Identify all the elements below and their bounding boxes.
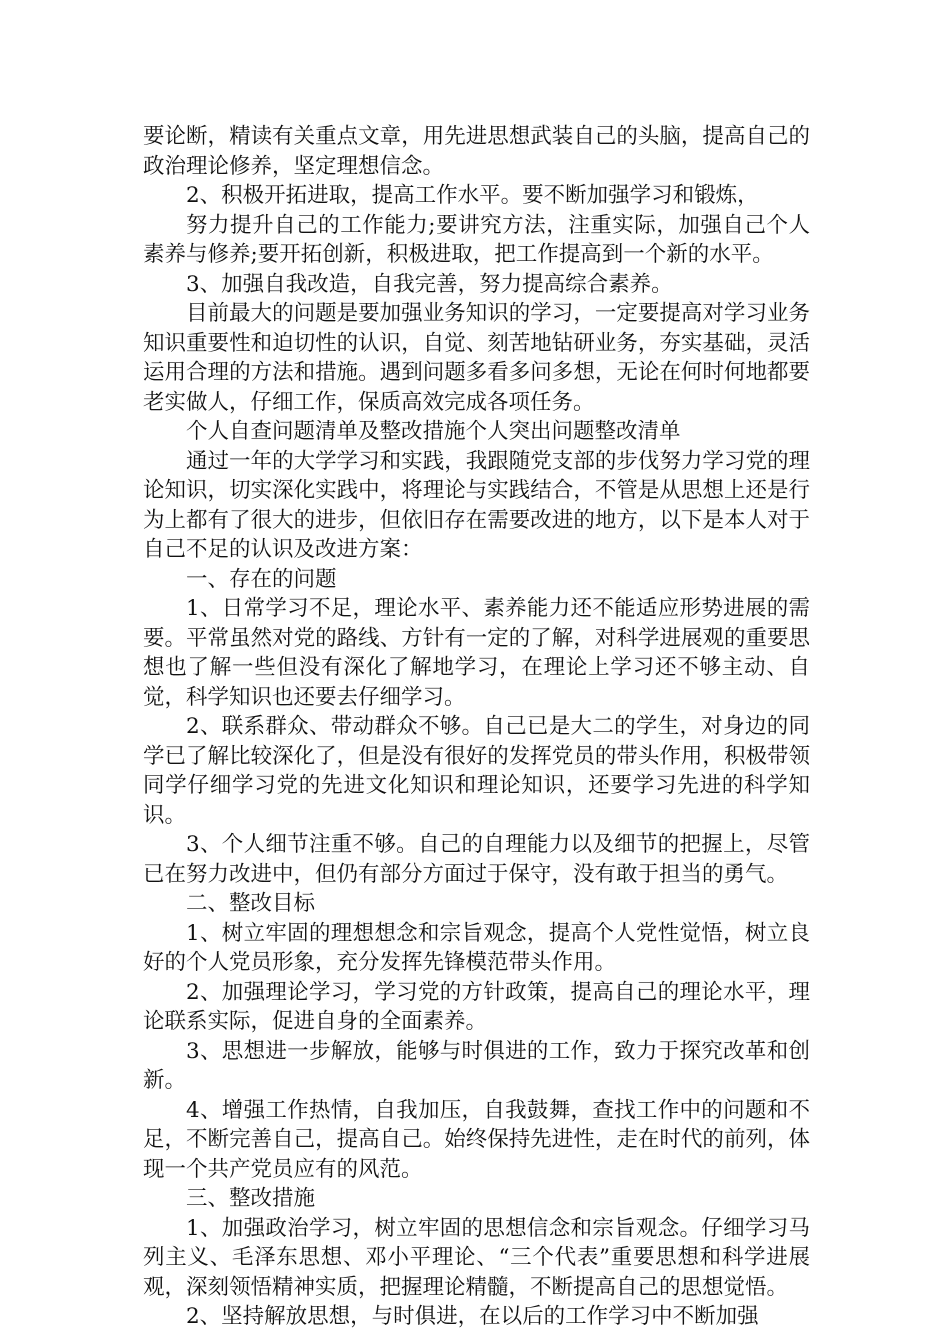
paragraph: 3、加强自我改造，自我完善，努力提高综合素养。 [186, 271, 673, 297]
paragraph: 2、积极开拓进取，提高工作水平。要不断加强学习和锻炼， [186, 183, 759, 208]
paragraph: 1、日常学习不足，理论水平、素养能力还不能适应形势进展的需要。平常虽然对党的路线、方针有一定的了解，对科学进展观的重要思想也了解一些但没有深化了解地学习，在理论上学习还不够主动、自觉，科学知识也还要去仔细学习。 [143, 596, 810, 710]
paragraph: 2、加强理论学习，学习党的方针政策，提高自己的理论水平，理论联系实际，促进自身的全面素养。 [143, 979, 810, 1034]
section-title: 个人自查问题清单及整改措施个人突出问题整改清单 [186, 419, 681, 444]
paragraph: 3、思想进一步解放，能够与时俱进的工作，致力于探究改革和创新。 [143, 1038, 810, 1093]
paragraph: 3、个人细节注重不够。自己的自理能力以及细节的把握上，尽管已在努力改进中，但仍有部分方面过于保守，没有敢于担当的勇气。 [143, 832, 810, 887]
paragraph: 2、坚持解放思想，与时俱进，在以后的工作学习中不断加强 [186, 1304, 759, 1329]
section-heading: 三、整改措施 [186, 1186, 316, 1211]
paragraph: 目前最大的问题是要加强业务知识的学习，一定要提高对学习业务知识重要性和迫切性的认识，自觉、刻苦地钻研业务，夯实基础，灵活运用合理的方法和措施。遇到问题多看多问多想，无论在何时何地都要老实做人，仔细工作，保质高效完成各项任务。 [143, 301, 810, 415]
section-heading: 二、整改目标 [186, 891, 316, 916]
section-heading: 一、存在的问题 [186, 566, 337, 592]
paragraph: 要论断，精读有关重点文章，用先进思想武装自己的头脑，提高自己的政治理论修养，坚定理想信念。 [143, 124, 810, 179]
paragraph: 1、加强政治学习，树立牢固的思想信念和宗旨观念。仔细学习马列主义、毛泽东思想、邓小平理论、“三个代表”重要思想和科学进展观，深刻领悟精神实质，把握理论精髓，不断提高自己的思想觉悟。 [143, 1215, 810, 1300]
paragraph: 4、增强工作热情，自我加压，自我鼓舞，查找工作中的问题和不足，不断完善自己，提高自己。始终保持先进性，走在时代的前列，体现一个共产党员应有的风范。 [143, 1097, 810, 1182]
paragraph: 努力提升自己的工作能力;要讲究方法，注重实际，加强自己个人素养与修养;要开拓创新，积极进取，把工作提高到一个新的水平。 [143, 212, 810, 267]
paragraph: 通过一年的大学学习和实践，我跟随党支部的步伐努力学习党的理论知识，切实深化实践中，将理论与实践结合，不管是从思想上还是行为上都有了很大的进步，但依旧存在需要改进的地方，以下是本人对于自己不足的认识及改进方案： [143, 448, 810, 562]
paragraph: 1、树立牢固的理想想念和宗旨观念，提高个人党性觉悟，树立良好的个人党员形象，充分发挥先锋模范带头作用。 [143, 920, 810, 975]
paragraph: 2、联系群众、带动群众不够。自己已是大二的学生，对身边的同学已了解比较深化了，但是没有很好的发挥党员的带头作用，积极带领同学仔细学习党的先进文化知识和理论知识，还要学习先进的科学知识。 [143, 714, 810, 828]
